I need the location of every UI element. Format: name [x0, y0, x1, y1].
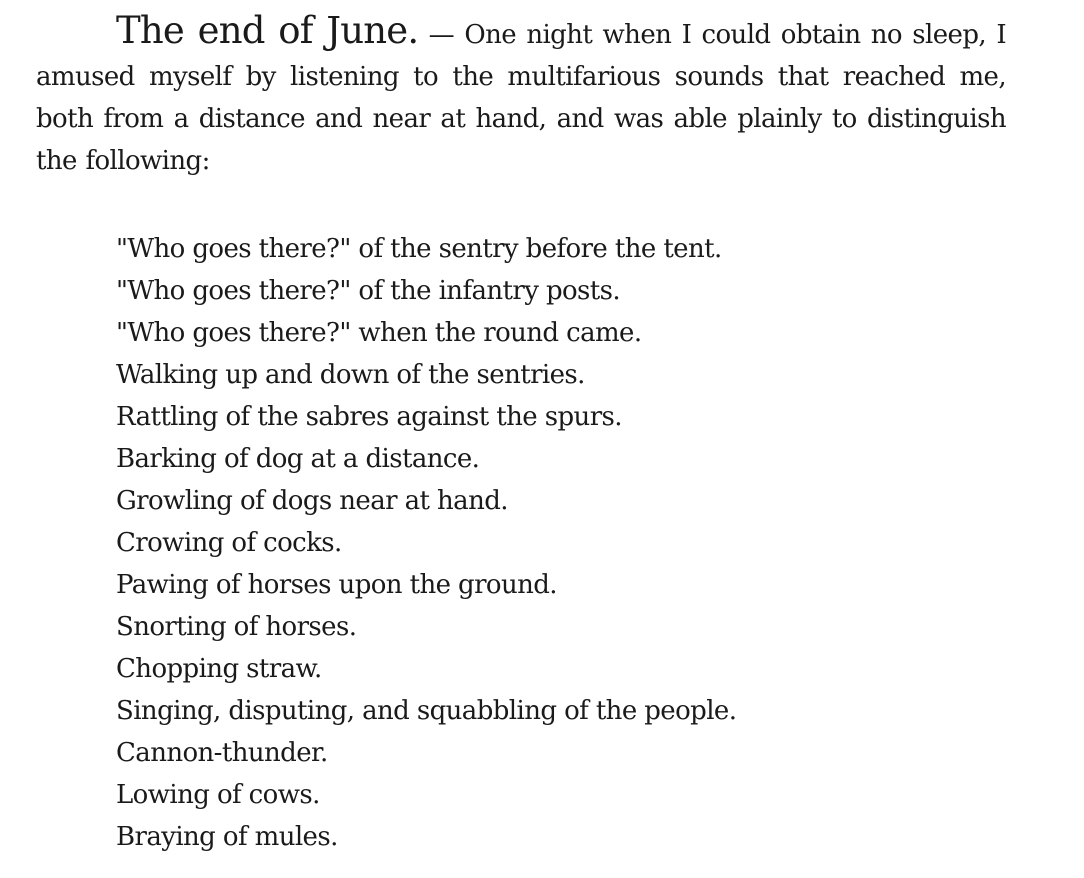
list-item: Crowing of cocks.	[116, 528, 342, 558]
section-heading: The end of June.	[116, 9, 419, 52]
list-item: "Who goes there?" of the sentry before the tent.	[116, 234, 722, 264]
list-item: Snorting of horses.	[116, 612, 357, 642]
list-item: Cannon-thunder.	[116, 738, 328, 768]
list-item: Singing, disputing, and squabbling of the people.	[116, 696, 737, 726]
list-item: Growling of dogs near at hand.	[116, 486, 508, 516]
list-item: Barking of dog at a distance.	[116, 444, 480, 474]
list-item: Walking up and down of the sentries.	[116, 360, 585, 390]
list-item: Braying of mules.	[116, 822, 338, 852]
list-item: "Who goes there?" of the infantry posts.	[116, 276, 621, 306]
intro-paragraph	[36, 10, 1006, 182]
list-item: Pawing of horses upon the ground.	[116, 570, 557, 600]
intro-text: — One night when I could obtain no sleep, I amused myself by listening to the multifarious sounds that reached me, both from a distance and near at hand, and was able plainly to distinguish the following:	[36, 20, 1007, 176]
list-item: "Who goes there?" when the round came.	[116, 318, 642, 348]
list-item: Chopping straw.	[116, 654, 322, 684]
list-item: Lowing of cows.	[116, 780, 320, 810]
sounds-list	[116, 228, 736, 858]
list-item: Rattling of the sabres against the spurs.	[116, 402, 622, 432]
